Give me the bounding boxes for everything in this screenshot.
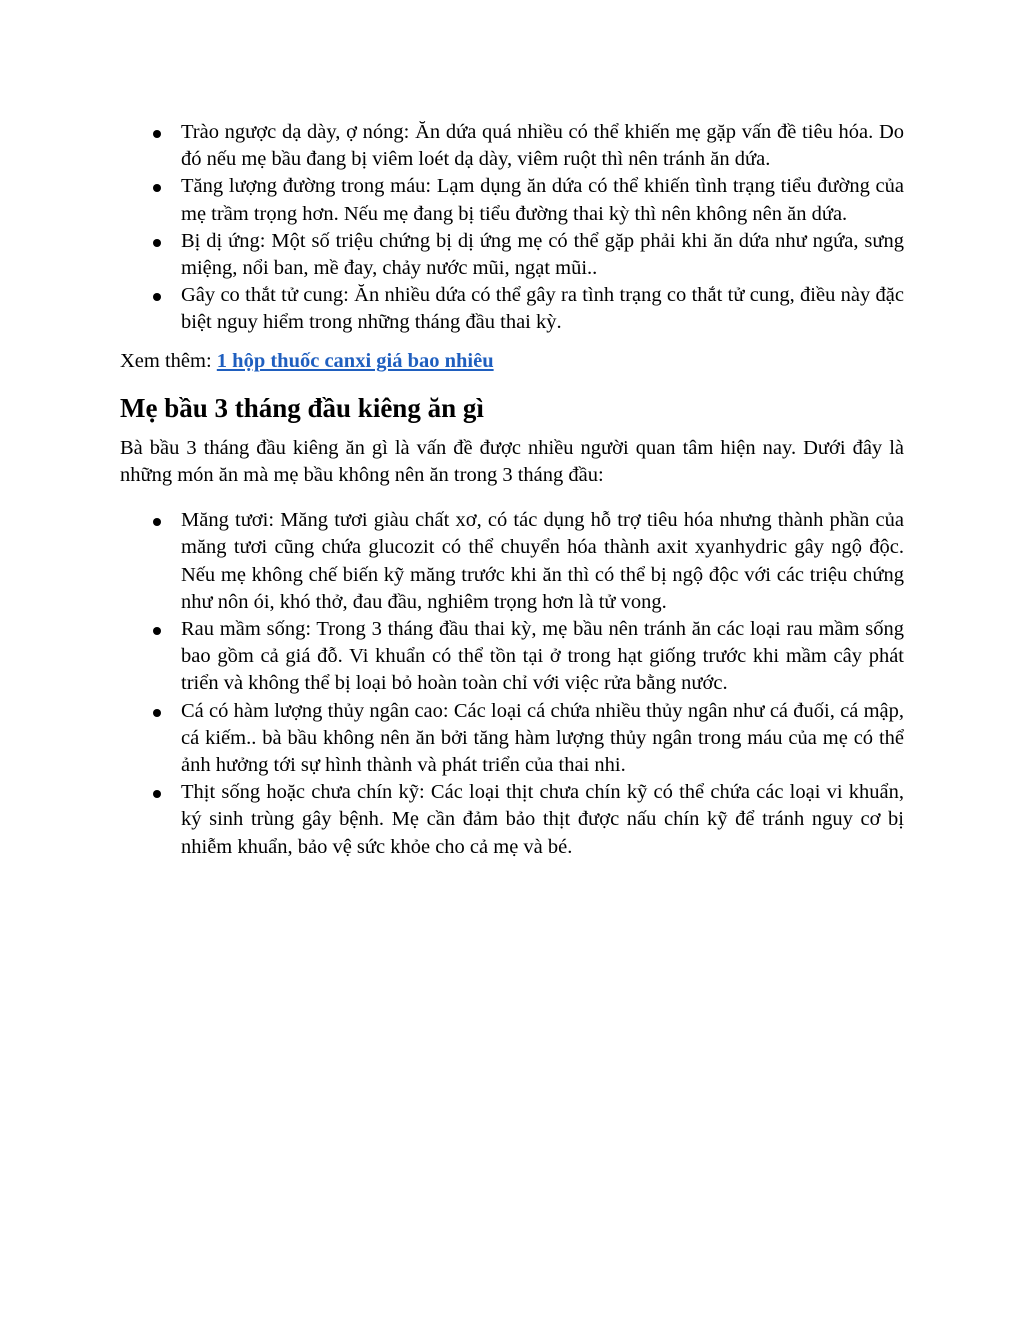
document-body: [120, 119, 904, 861]
bullet-icon: [153, 709, 161, 717]
list-item: [120, 507, 904, 616]
list-item: [120, 119, 904, 173]
list-item-text: Trào ngược dạ dày, ợ nóng: Ăn dứa quá nhiều có thể khiến mẹ gặp vấn đề tiêu hóa. Do đó nếu mẹ bầu đang bị viêm loét dạ dày, viêm ruột thì nên tránh ăn dứa.: [181, 121, 904, 171]
bullet-icon: [153, 627, 161, 635]
list-item-text: Cá có hàm lượng thủy ngân cao: Các loại cá chứa nhiều thủy ngân như cá đuối, cá mập, cá kiếm.. bà bầu không nên ăn bởi tăng hàm lượng thủy ngân trong máu của mẹ có thể ảnh hưởng tới sự hình thành và phát triển của thai nhi.: [181, 699, 904, 777]
bullet-icon: [153, 239, 161, 247]
bullet-icon: [153, 130, 161, 138]
list-item: [120, 282, 904, 336]
list-item-text: Bị dị ứng: Một số triệu chứng bị dị ứng mẹ có thể gặp phải khi ăn dứa như ngứa, sưng miệng, nổi ban, mề đay, chảy nước mũi, ngạt mũi..: [181, 229, 904, 280]
bullet-icon: [153, 184, 161, 192]
list-item: [120, 779, 904, 861]
list-item-text: Măng tươi: Măng tươi giàu chất xơ, có tác dụng hỗ trợ tiêu hóa nhưng thành phần của măng tươi cũng chứa glucozit có thể chuyển hóa thành axit xyanhydric gây ngộ độc. Nếu mẹ không chế biến kỹ măng trước khi ăn thì có thể bị ngộ độc với các triệu chứng như nôn ói, khó thở, đau đầu, nghiêm trọng hơn là tử vong.: [181, 509, 904, 613]
see-more-prefix: Xem thêm:: [120, 349, 217, 372]
intro-paragraph: Bà bầu 3 tháng đầu kiêng ăn gì là vấn đề được nhiều người quan tâm hiện nay. Dưới đây là những món ăn mà mẹ bầu không nên ăn trong 3 tháng đầu:: [120, 436, 904, 487]
bullet-icon: [153, 790, 161, 798]
see-more-line: [120, 348, 904, 375]
bullet-icon: [153, 293, 161, 301]
see-more-link[interactable]: 1 hộp thuốc canxi giá bao nhiêu: [216, 349, 494, 372]
list-item: [120, 698, 904, 780]
list-item: [120, 228, 904, 282]
bullet-list-bottom: [120, 507, 904, 861]
list-item-text: Gây co thắt tử cung: Ăn nhiều dứa có thể gây ra tình trạng co thắt tử cung, điều này đặc biệt nguy hiểm trong những tháng đầu thai kỳ.: [181, 284, 904, 334]
bullet-list-top: [120, 119, 904, 337]
section-heading: Mẹ bầu 3 tháng đầu kiêng ăn gì: [120, 392, 484, 423]
list-item-text: Thịt sống hoặc chưa chín kỹ: Các loại thịt chưa chín kỹ có thể chứa các loại vi khuẩn, ký sinh trùng gây bệnh. Mẹ cần đảm bảo thịt được nấu chín kỹ để tránh nguy cơ bị nhiễm khuẩn, bảo vệ sức khỏe cho cả mẹ và bé.: [181, 781, 904, 858]
list-item-text: Tăng lượng đường trong máu: Lạm dụng ăn dứa có thể khiến tình trạng tiểu đường của mẹ trầm trọng hơn. Nếu mẹ đang bị tiểu đường thai kỳ thì nên không nên ăn dứa.: [181, 175, 904, 225]
bullet-icon: [153, 518, 161, 526]
list-item-text: Rau mầm sống: Trong 3 tháng đầu thai kỳ, mẹ bầu nên tránh ăn các loại rau mầm sống bao gồm cả giá đỗ. Vi khuẩn có thể tồn tại ở trong hạt giống trước khi mầm cây phát triển và không thể bị loại bỏ hoàn toàn chỉ với việc rửa bằng nước.: [181, 618, 904, 695]
list-item: [120, 173, 904, 227]
list-item: [120, 616, 904, 698]
